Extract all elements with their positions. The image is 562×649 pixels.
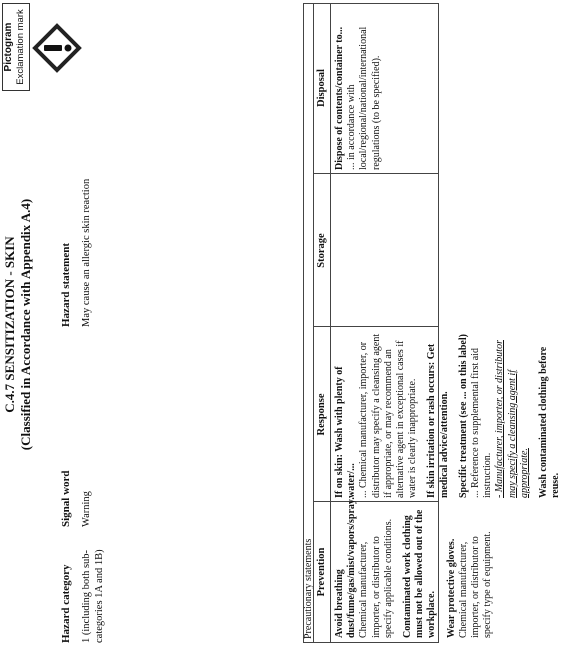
- exclamation-mark-icon: [34, 25, 80, 71]
- disposal-statement-1: Dispose of contents/container to...: [334, 26, 345, 170]
- disposal-note-1: ... in accordance with local/regional/national/international regulations (to be specified).: [346, 26, 382, 170]
- pictogram-label: Pictogram: [3, 22, 14, 72]
- response-statement-3: Specific treatment (see ... on this label): [457, 334, 469, 498]
- precautionary-table: [303, 3, 562, 643]
- prevention-cell: [334, 497, 494, 638]
- prevention-note-1: Chemical manufacturer, importer, or distributor to specify applicable conditions.: [358, 518, 394, 638]
- prevention-statement-3: Wear protective gloves.: [445, 538, 457, 638]
- response-statement-1: If on skin: Wash with plenty of water/...: [334, 366, 358, 498]
- pictogram-box: [2, 3, 30, 91]
- page-subtitle: (Classified in Accordance with Appendix A.4): [18, 198, 33, 451]
- response-statement-4: Wash contaminated clothing before reuse.: [538, 346, 562, 498]
- prevention-statement-2: Contaminated work clothing must not be allowed out of the workplace.: [402, 509, 438, 638]
- signal-word-header: Signal word: [60, 470, 72, 527]
- column-header-disposal: Disposal: [316, 69, 327, 107]
- precautionary-section-label: Precautionary statements: [303, 538, 314, 639]
- page-title: C.4.7 SENSITIZATION - SKIN: [2, 236, 17, 413]
- hazard-statement-value: May cause an allergic skin reaction: [81, 178, 92, 327]
- hazard-statement-header: Hazard statement: [60, 242, 72, 327]
- pictogram-name: Exclamation mark: [15, 9, 26, 85]
- column-header-prevention: Prevention: [316, 547, 327, 597]
- signal-word-value: Warning: [81, 491, 92, 527]
- response-note-3-italic: - Manufacturer, importer, or distributor may specify a cleansing agent if appropriate.: [494, 340, 530, 498]
- column-header-response: Response: [316, 393, 327, 436]
- response-statement-2: If skin irritation or rash occurs: Get medical advice/attention.: [426, 343, 450, 498]
- response-note-1: ... Chemical manufacturer, importer, or distributor may specify a cleansing agent if appropriate, or may recommend an alternative agent in exceptional cases if water is clearly inappropriate.: [358, 333, 419, 498]
- prevention-note-3: Chemical manufacturer, importer, or distributor to specify type of equipment.: [457, 531, 494, 638]
- hazard-category-value: 1 (including both sub-categories 1A and 1B): [81, 549, 105, 643]
- hazard-category-header: Hazard category: [60, 564, 72, 643]
- prevention-statement-1: Avoid breathing dust/fume/gas/mist/vapors/spray.: [334, 497, 358, 638]
- response-cell: [334, 330, 562, 498]
- column-header-storage: Storage: [316, 233, 327, 268]
- disposal-cell: [334, 6, 383, 170]
- response-note-3: ... Reference to supplemental first aid instruction.: [470, 348, 494, 498]
